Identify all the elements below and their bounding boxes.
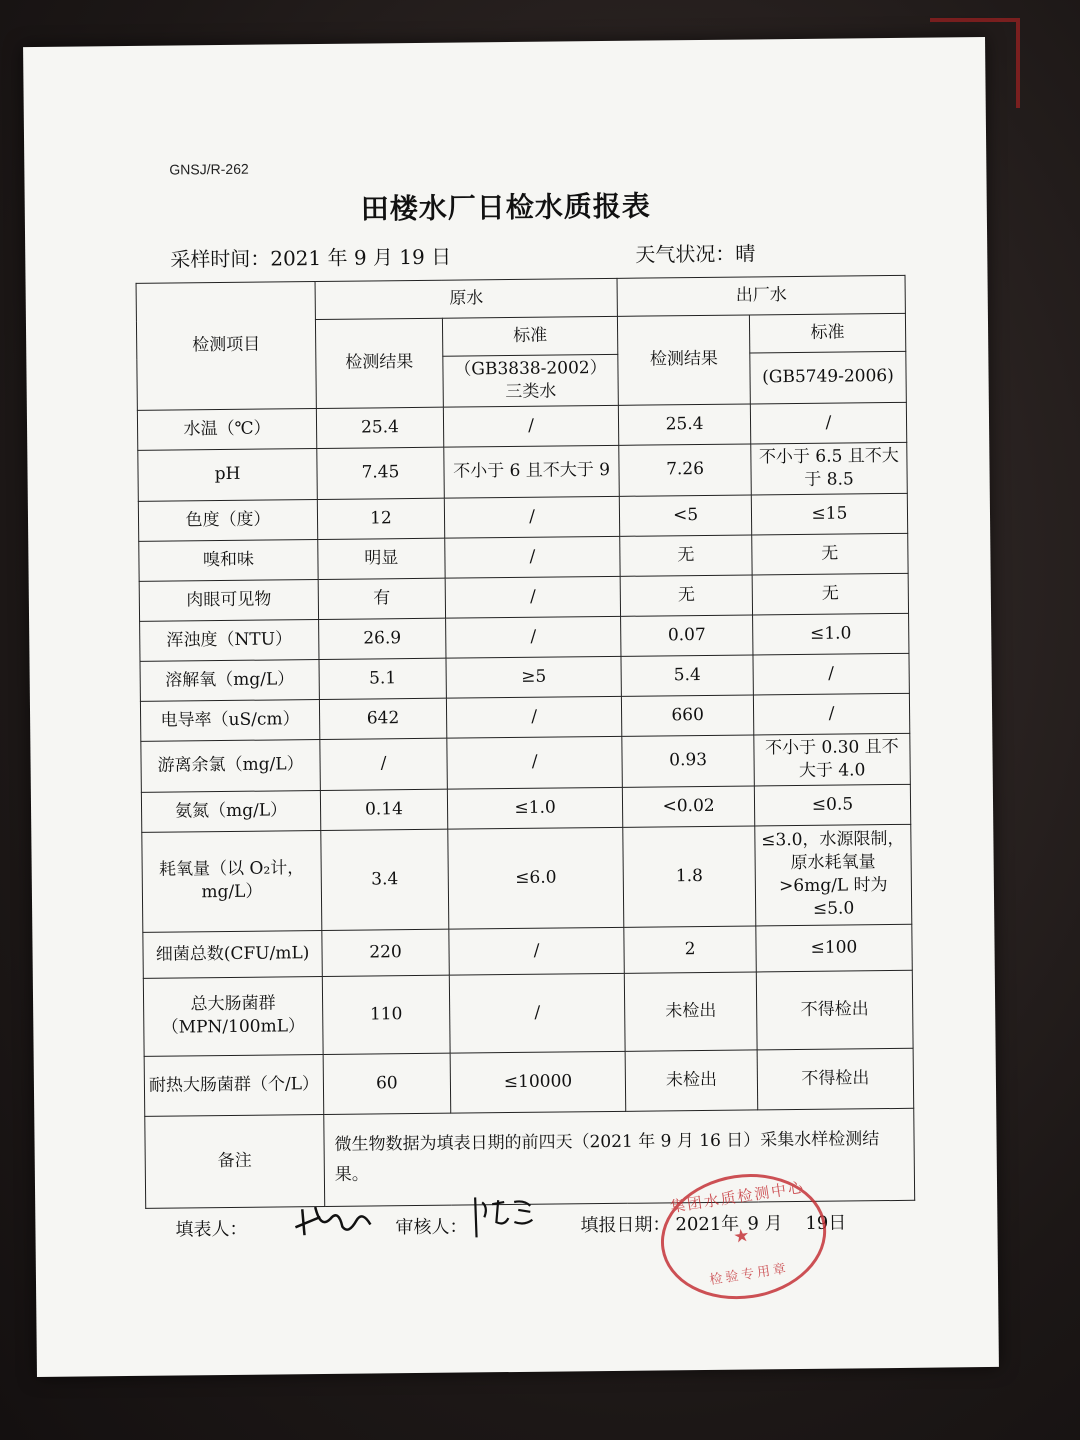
out-result-cell: 未检出 <box>625 972 757 1051</box>
out-result-cell: <0.02 <box>623 786 755 827</box>
out-standard-cell: / <box>753 653 910 695</box>
date-month: 9 月 <box>747 1213 783 1235</box>
header-item: 检测项目 <box>136 282 316 411</box>
raw-result-cell: 26.9 <box>319 618 446 659</box>
raw-result-cell: 60 <box>323 1053 451 1114</box>
table-row <box>143 970 913 1056</box>
raw-standard-cell: ≤10000 <box>450 1051 626 1113</box>
table-row <box>138 442 907 501</box>
out-standard-cell: 无 <box>752 573 909 615</box>
table-row <box>141 733 910 792</box>
water-quality-table <box>136 275 916 1209</box>
table-row <box>144 1048 914 1116</box>
document-code: GNSJ/R-262 <box>169 160 249 178</box>
raw-standard-cell: 不小于 6 且不大于 9 <box>444 445 620 498</box>
header-raw-result: 检测结果 <box>315 318 443 408</box>
raw-result-cell: 5.1 <box>319 658 446 699</box>
raw-standard-cell: / <box>445 536 621 578</box>
out-standard-cell: 不小于 0.30 且不大于 4.0 <box>754 733 911 786</box>
out-result-cell: 25.4 <box>619 404 751 445</box>
sample-time: 采样时间：2021 年 9 月 19 日 <box>170 244 452 272</box>
out-result-cell: 未检出 <box>625 1050 757 1111</box>
red-folder-edge-side <box>1016 18 1020 108</box>
out-result-cell: 7.26 <box>619 444 751 496</box>
reviewer-label: 审核人： <box>395 1216 468 1239</box>
header-out-standard: 标准 <box>749 313 905 353</box>
date-day: 19日 <box>805 1212 847 1234</box>
out-standard-cell: ≤100 <box>756 924 913 972</box>
report-paper <box>23 37 999 1377</box>
raw-standard-cell: / <box>445 576 621 618</box>
raw-standard-cell: ≤6.0 <box>448 827 624 929</box>
out-result-cell: 无 <box>620 575 752 616</box>
seal-text: 集团水质检测中心 <box>668 1177 807 1217</box>
raw-result-cell: 110 <box>322 975 450 1054</box>
raw-result-cell: 明显 <box>318 538 445 579</box>
out-result-cell: 1.8 <box>623 826 756 927</box>
raw-result-cell: 有 <box>318 578 445 619</box>
out-result-cell: <5 <box>620 495 752 536</box>
out-standard-cell: ≤3.0，水源限制，原水耗氧量>6mg/L 时为≤5.0 <box>755 824 912 926</box>
raw-standard-cell: ≥5 <box>446 656 622 698</box>
raw-standard-cell: / <box>446 696 622 738</box>
item-name-cell: 耗氧量（以 O₂计，mg/L） <box>142 830 322 932</box>
item-name-cell: 肉眼可见物 <box>139 579 318 621</box>
item-name-cell: 细菌总数(CFU/mL) <box>143 930 322 978</box>
raw-standard-cell: / <box>445 616 621 658</box>
table-row <box>143 924 912 978</box>
raw-result-cell: 12 <box>317 498 444 539</box>
out-standard-cell: ≤15 <box>751 493 908 535</box>
raw-standard-cell: / <box>447 736 623 789</box>
out-standard-cell: ≤0.5 <box>754 784 911 826</box>
red-folder-edge <box>930 18 1020 22</box>
out-standard-cell: 无 <box>752 533 909 575</box>
report-title: 田楼水厂日检水质报表 <box>360 189 651 226</box>
raw-result-cell: 25.4 <box>316 407 443 448</box>
out-standard-cell: 不得检出 <box>756 970 913 1050</box>
raw-standard-cell: / <box>443 405 619 447</box>
seal-star-icon: ★ <box>732 1224 752 1248</box>
raw-result-cell: 642 <box>319 698 446 739</box>
out-standard-cell: 不小于 6.5 且不大于 8.5 <box>751 442 908 495</box>
raw-standard-code: （GB3838-2002） <box>454 357 607 380</box>
out-result-cell: 无 <box>620 535 752 576</box>
reviewer-signature <box>470 1192 541 1243</box>
raw-result-cell: 220 <box>322 929 449 976</box>
raw-standard-class: 三类水 <box>505 381 557 402</box>
raw-standard-cell: / <box>444 496 620 538</box>
item-name-cell: 游离余氯（mg/L） <box>141 739 320 792</box>
item-name-cell: 嗅和味 <box>139 539 318 581</box>
out-result-cell: 660 <box>622 695 754 736</box>
date-year: 2021年 <box>675 1213 740 1236</box>
raw-result-cell: 7.45 <box>317 447 444 499</box>
out-standard-cell: / <box>750 402 907 444</box>
weather-status: 天气状况：晴 <box>635 241 756 267</box>
item-name-cell: pH <box>138 448 317 501</box>
item-name-cell: 水温（℃） <box>137 408 316 450</box>
raw-standard-cell: / <box>449 973 625 1053</box>
raw-result-cell: 0.14 <box>320 789 447 830</box>
out-standard-cell: ≤1.0 <box>752 613 909 655</box>
filler-signature <box>290 1198 380 1239</box>
header-raw-standard-code <box>443 354 619 407</box>
out-result-cell: 5.4 <box>621 655 753 696</box>
item-name-cell: 浑浊度（NTU） <box>140 619 319 661</box>
header-outlet-water: 出厂水 <box>617 275 905 316</box>
item-name-cell: 总大肠菌群（MPN/100mL） <box>143 976 323 1056</box>
out-result-cell: 2 <box>624 926 756 973</box>
header-out-result: 检测结果 <box>618 315 751 405</box>
item-name-cell: 溶解氧（mg/L） <box>140 659 319 701</box>
date-label: 填报日期： <box>580 1214 671 1237</box>
raw-standard-cell: ≤1.0 <box>447 787 623 829</box>
item-name-cell: 色度（度） <box>138 499 317 541</box>
remark-text: 微生物数据为填表日期的前四天（2021 年 9 月 16 日）采集水样检测结果。 <box>324 1108 915 1206</box>
header-out-standard-code: (GB5749-2006) <box>750 351 907 404</box>
remark-label: 备注 <box>145 1114 325 1208</box>
filler-label: 填表人： <box>175 1218 248 1241</box>
out-standard-cell: / <box>753 693 910 735</box>
item-name-cell: 耐热大肠菌群（个/L） <box>144 1054 324 1116</box>
header-raw-water: 原水 <box>315 278 618 319</box>
raw-standard-cell: / <box>449 927 625 975</box>
seal-bottom-text: 检验专用章 <box>708 1261 790 1289</box>
out-standard-cell: 不得检出 <box>757 1048 914 1110</box>
item-name-cell: 氨氮（mg/L） <box>141 790 320 832</box>
raw-result-cell: / <box>320 738 447 790</box>
out-result-cell: 0.93 <box>622 735 754 787</box>
header-raw-standard: 标准 <box>442 316 618 356</box>
out-result-cell: 0.07 <box>621 615 753 656</box>
item-name-cell: 电导率（uS/cm） <box>140 699 319 741</box>
table-row <box>142 824 912 932</box>
raw-result-cell: 3.4 <box>321 829 449 930</box>
